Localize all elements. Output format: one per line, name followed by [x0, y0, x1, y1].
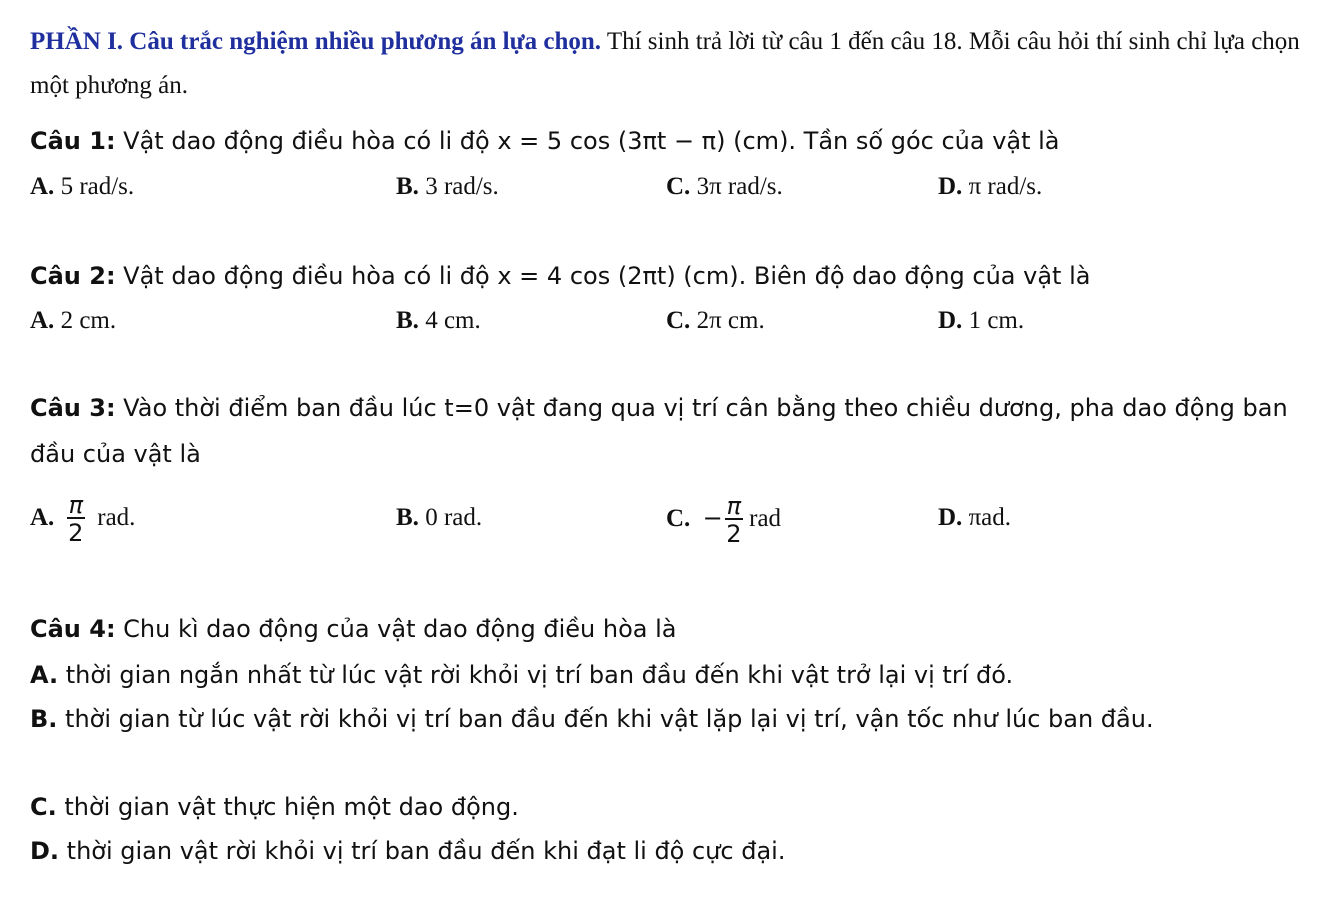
q1-option-b[interactable]: B. 3 rad/s.	[396, 173, 499, 200]
section-intro	[30, 20, 1320, 108]
q2-option-d[interactable]: D. 1 cm.	[938, 307, 1025, 334]
q3-option-d[interactable]: D. πad.	[938, 504, 1012, 531]
q3-option-c[interactable]: C. − $\frac{\pi}{2}$ rad	[666, 492, 782, 549]
question-2-options	[30, 298, 1320, 344]
question-1-options	[30, 164, 1320, 210]
q4-option-c[interactable]: C. thời gian vật thực hiện một dao động.	[30, 793, 519, 821]
q3-a-fraction: $\frac{\pi}{2}$	[68, 491, 84, 548]
q3-c-fraction: $\frac{\pi}{2}$	[726, 492, 742, 549]
question-3-label: Câu 3:	[30, 394, 116, 422]
q2-option-a[interactable]: A. 2 cm.	[30, 307, 117, 334]
q3-option-b[interactable]: B. 0 rad.	[396, 504, 483, 531]
q1-option-a[interactable]: A. 5 rad/s.	[30, 173, 135, 200]
question-4	[30, 606, 1320, 652]
q1-option-c[interactable]: C. 3π rad/s.	[666, 173, 783, 200]
q1-option-d[interactable]: D. π rad/s.	[938, 173, 1043, 200]
question-1-label: Câu 1:	[30, 127, 116, 155]
question-2-text: Vật dao động điều hòa có li độ x = 4 cos (2πt) (cm). Biên độ dao động của vật là	[115, 262, 1091, 290]
question-3-text: Vào thời điểm ban đầu lúc t=0 vật đang qua vị trí cân bằng theo chiều dương, pha dao động ban đầu của vật là	[30, 394, 1288, 468]
section-instructions: Thí sinh trả lời từ câu 1 đến câu 18. Mỗi câu hỏi thí sinh chỉ lựa chọn một phương án.	[30, 28, 1300, 99]
q4-option-a[interactable]: A. thời gian ngắn nhất từ lúc vật rời khỏi vị trí ban đầu đến khi vật trở lại vị trí đó.	[30, 661, 1014, 689]
question-4-text: Chu kì dao động của vật dao động điều hòa là	[115, 615, 677, 643]
q4-option-d[interactable]: D. thời gian vật rời khỏi vị trí ban đầu đến khi đạt li độ cực đại.	[30, 837, 786, 865]
question-2	[30, 253, 1320, 299]
q2-option-b[interactable]: B. 4 cm.	[396, 307, 481, 334]
question-4-label: Câu 4:	[30, 615, 116, 643]
question-3-options	[30, 478, 1320, 558]
question-1-text: Vật dao động điều hòa có li độ x = 5 cos (3πt − π) (cm). Tần số góc của vật là	[115, 127, 1060, 155]
q3-option-a[interactable]: A. $\frac{\pi}{2}$ rad.	[30, 491, 136, 548]
q2-option-c[interactable]: C. 2π cm.	[666, 307, 765, 334]
section-heading: PHẦN I. Câu trắc nghiệm nhiều phương án lựa chọn.	[30, 28, 602, 55]
question-3	[30, 385, 1320, 477]
q4-option-b[interactable]: B. thời gian từ lúc vật rời khỏi vị trí ban đầu đến khi vật lặp lại vị trí, vận tốc như lúc ban đầu.	[30, 705, 1154, 733]
question-1	[30, 118, 1320, 164]
question-2-label: Câu 2:	[30, 262, 116, 290]
